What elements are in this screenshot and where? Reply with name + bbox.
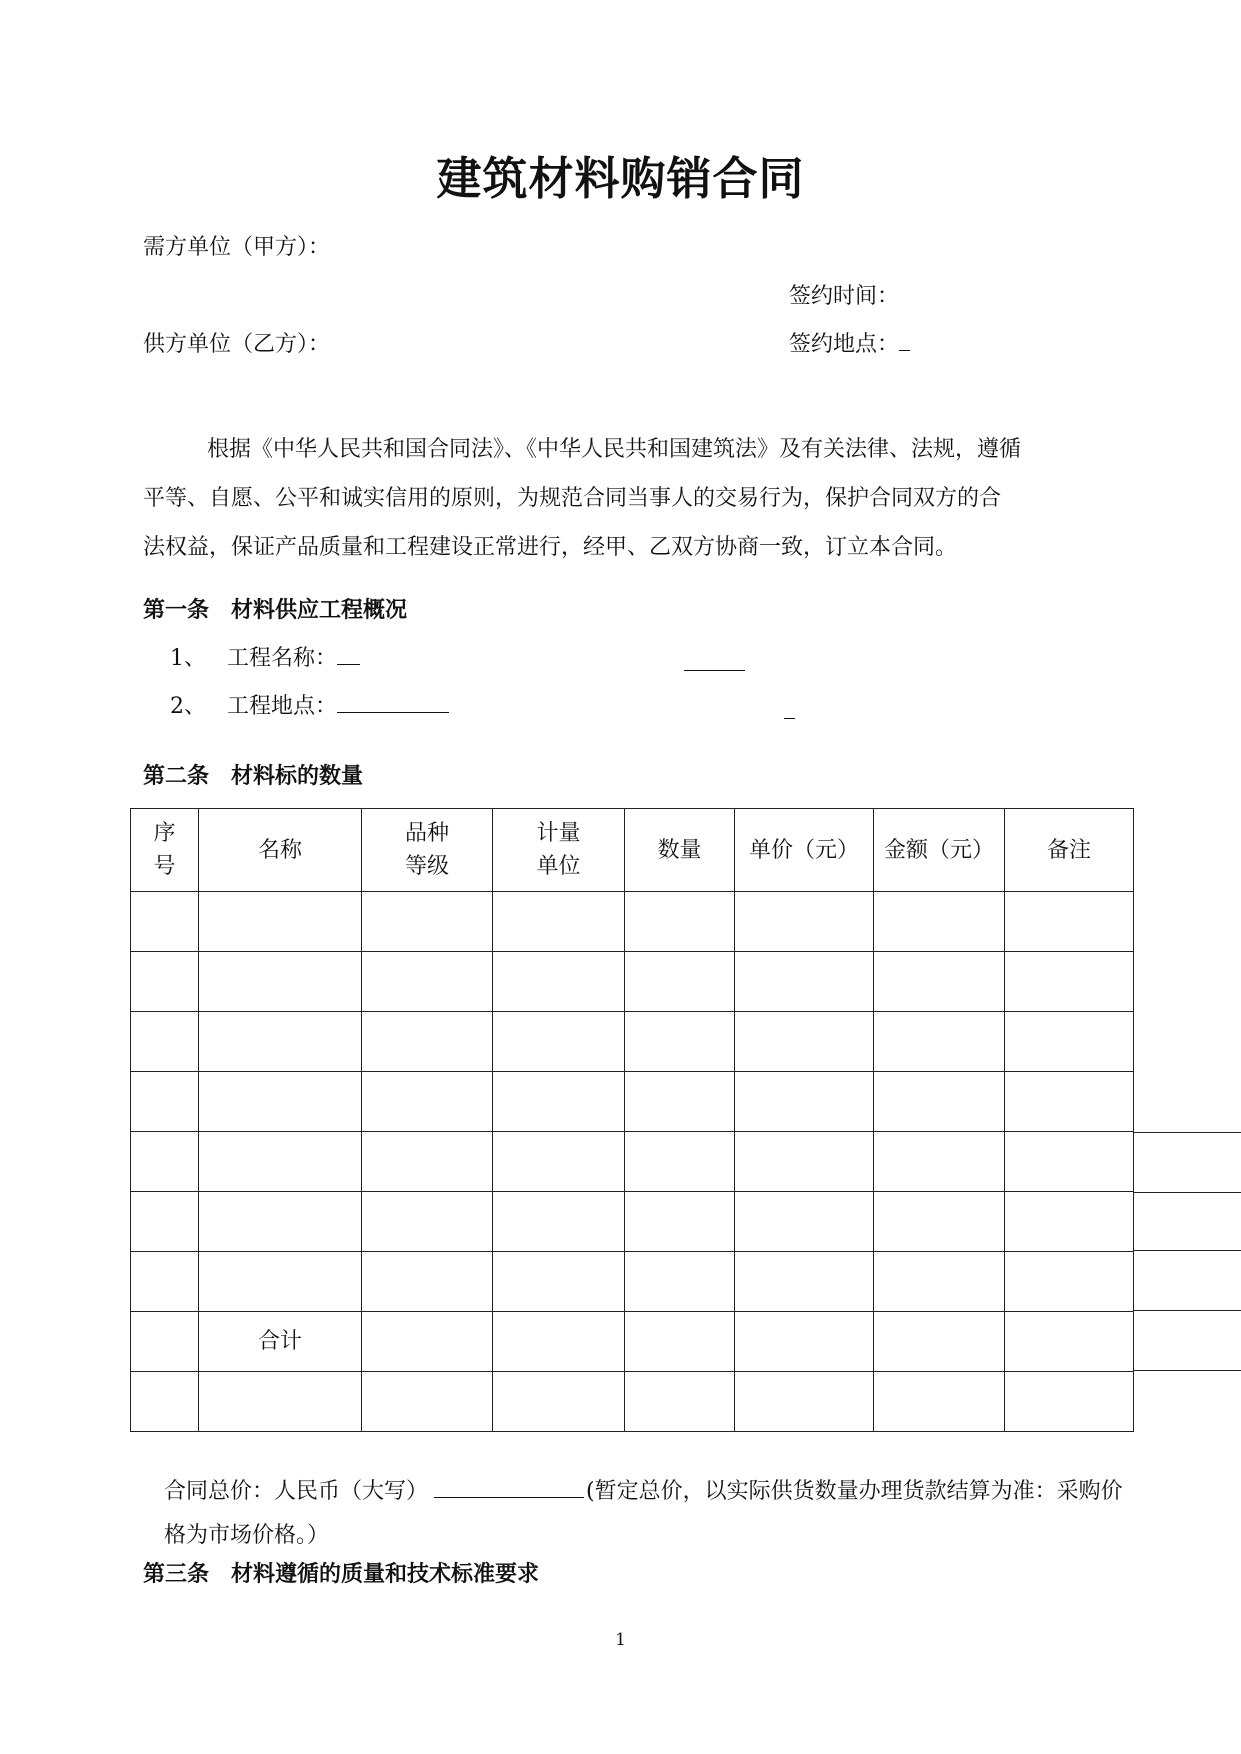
table-cell[interactable] (874, 1192, 1005, 1252)
table-cell[interactable] (874, 1252, 1005, 1312)
table-cell[interactable] (362, 1012, 493, 1072)
table-header-row (131, 809, 1134, 892)
table-cell[interactable] (131, 1012, 199, 1072)
table-row (131, 1132, 1134, 1192)
table-cell[interactable] (199, 1192, 362, 1252)
page-number: 1 (615, 1630, 626, 1650)
table-cell[interactable] (1005, 1372, 1134, 1432)
table-cell[interactable] (493, 1012, 625, 1072)
table-row (131, 1072, 1134, 1132)
article-2-heading: 第二条 材料标的数量 (143, 763, 364, 789)
table-cell[interactable] (625, 1132, 735, 1192)
table-row (131, 1252, 1134, 1312)
table-cell[interactable] (625, 1192, 735, 1252)
table-overflow-line (1133, 1192, 1241, 1193)
contract-title: 建筑材料购销合同 (436, 152, 805, 205)
item-2-number: 2、 (170, 694, 206, 719)
project-location-blank (337, 692, 449, 713)
table-cell[interactable] (493, 1312, 625, 1372)
table-cell[interactable] (874, 1312, 1005, 1372)
table-cell[interactable] (625, 1012, 735, 1072)
project-name-label: 工程名称： (227, 646, 338, 671)
table-cell[interactable] (874, 1132, 1005, 1192)
table-cell[interactable] (199, 1012, 362, 1072)
table-cell[interactable] (735, 1072, 874, 1132)
table-cell[interactable] (735, 1192, 874, 1252)
table-cell[interactable] (362, 1252, 493, 1312)
total-price-label: 合同总价：人民币（大写） (164, 1479, 429, 1504)
table-cell[interactable] (735, 952, 874, 1012)
table-row (131, 1372, 1134, 1432)
table-cell[interactable] (625, 1252, 735, 1312)
table-total-row (131, 1312, 1134, 1372)
table-cell[interactable] (625, 952, 735, 1012)
table-cell[interactable] (199, 1372, 362, 1432)
table-row (131, 1192, 1134, 1252)
table-cell[interactable] (1005, 1312, 1134, 1372)
table-cell[interactable] (625, 1372, 735, 1432)
table-cell[interactable] (874, 1372, 1005, 1432)
table-cell[interactable] (362, 1132, 493, 1192)
table-cell[interactable] (131, 1072, 199, 1132)
table-overflow-line (1133, 1310, 1241, 1311)
table-cell[interactable] (625, 1072, 735, 1132)
table-cell[interactable] (735, 892, 874, 952)
table-cell[interactable] (735, 1132, 874, 1192)
table-cell[interactable] (735, 1252, 874, 1312)
table-cell[interactable] (1005, 1252, 1134, 1312)
party-a-label: 需方单位（甲方）： (143, 235, 331, 260)
table-cell[interactable] (874, 1072, 1005, 1132)
table-cell[interactable] (362, 1192, 493, 1252)
table-overflow-line (1133, 1132, 1241, 1133)
header-unit-price: 单价（元） (735, 809, 874, 892)
table-cell[interactable] (874, 952, 1005, 1012)
project-name-blank (337, 644, 360, 665)
table-cell[interactable] (735, 1012, 874, 1072)
table-cell[interactable] (199, 952, 362, 1012)
table-cell[interactable] (131, 1192, 199, 1252)
table-cell[interactable] (493, 1132, 625, 1192)
header-unit: 计量 单位 (493, 809, 625, 892)
total-price-line-1 (164, 1470, 1124, 1514)
table-cell[interactable] (199, 1132, 362, 1192)
table-cell[interactable] (199, 1252, 362, 1312)
table-cell[interactable] (493, 952, 625, 1012)
header-grade: 品种 等级 (362, 809, 493, 892)
table-overflow-border (1133, 1132, 1134, 1370)
sign-time-label: 签约时间： (789, 284, 900, 309)
table-cell[interactable] (874, 892, 1005, 952)
preamble-line-3: 法权益，保证产品质量和工程建设正常进行，经甲、乙双方协商一致，订立本合同。 (143, 535, 958, 560)
table-cell[interactable] (131, 1312, 199, 1372)
table-overflow-line (1133, 1370, 1241, 1371)
table-cell[interactable] (1005, 952, 1134, 1012)
table-cell[interactable] (1005, 1132, 1134, 1192)
table-cell[interactable] (131, 1252, 199, 1312)
project-location-blank-tail (784, 718, 795, 719)
total-price-blank[interactable] (434, 1477, 584, 1498)
header-serial: 序 号 (131, 809, 199, 892)
table-cell[interactable] (1005, 1072, 1134, 1132)
sign-place-field (789, 330, 910, 360)
total-price-paragraph (164, 1470, 1124, 1558)
table-cell[interactable] (131, 952, 199, 1012)
header-name: 名称 (199, 809, 362, 892)
table-cell[interactable] (735, 1312, 874, 1372)
header-quantity: 数量 (625, 809, 735, 892)
sign-place-label: 签约地点： (789, 332, 900, 357)
preamble-line-2: 平等、自愿、公平和诚实信用的原则，为规范合同当事人的交易行为，保护合同双方的合 (143, 486, 1002, 511)
table-cell[interactable] (625, 892, 735, 952)
party-b-label: 供方单位（乙方）： (143, 332, 331, 357)
article-1-heading: 第一条 材料供应工程概况 (143, 597, 408, 623)
total-price-line-2: 格为市场价格。） (164, 1523, 330, 1548)
project-location-item (170, 692, 449, 722)
table-cell[interactable] (131, 1132, 199, 1192)
table-cell[interactable] (362, 1072, 493, 1132)
total-label: 合计 (199, 1312, 362, 1372)
item-1-number: 1、 (170, 646, 206, 671)
table-cell[interactable] (493, 1192, 625, 1252)
table-cell[interactable] (199, 1072, 362, 1132)
table-cell[interactable] (362, 1312, 493, 1372)
table-cell[interactable] (131, 1372, 199, 1432)
preamble-line-1: 根据《中华人民共和国合同法》、《中华人民共和国建筑法》及有关法律、法规，遵循 (207, 437, 1022, 462)
table-cell[interactable] (131, 892, 199, 952)
table-cell[interactable] (874, 1012, 1005, 1072)
table-cell[interactable] (362, 892, 493, 952)
table-cell[interactable] (1005, 1012, 1134, 1072)
table-cell[interactable] (493, 1252, 625, 1312)
project-name-item (170, 644, 360, 674)
table-cell[interactable] (362, 1372, 493, 1432)
project-name-blank-tail (684, 670, 745, 671)
table-row (131, 892, 1134, 952)
table-row (131, 952, 1134, 1012)
table-cell[interactable] (493, 892, 625, 952)
table-overflow-line (1133, 1250, 1241, 1251)
total-price-note: (暂定总价，以实际供货数量办理货款结算为准：采购价 (586, 1479, 1123, 1504)
table-cell[interactable] (1005, 892, 1134, 952)
header-amount: 金额（元） (874, 809, 1005, 892)
sign-place-blank (899, 330, 910, 351)
table-cell[interactable] (362, 952, 493, 1012)
table-row (131, 1012, 1134, 1072)
header-remarks: 备注 (1005, 809, 1134, 892)
project-location-label: 工程地点： (227, 694, 338, 719)
table-cell[interactable] (493, 1372, 625, 1432)
table-cell[interactable] (493, 1072, 625, 1132)
table-cell[interactable] (625, 1312, 735, 1372)
table-cell[interactable] (1005, 1192, 1134, 1252)
preamble (143, 425, 1123, 572)
table-cell[interactable] (199, 892, 362, 952)
article-3-heading: 第三条 材料遵循的质量和技术标准要求 (143, 1561, 540, 1587)
materials-table (130, 808, 1134, 1432)
table-cell[interactable] (735, 1372, 874, 1432)
